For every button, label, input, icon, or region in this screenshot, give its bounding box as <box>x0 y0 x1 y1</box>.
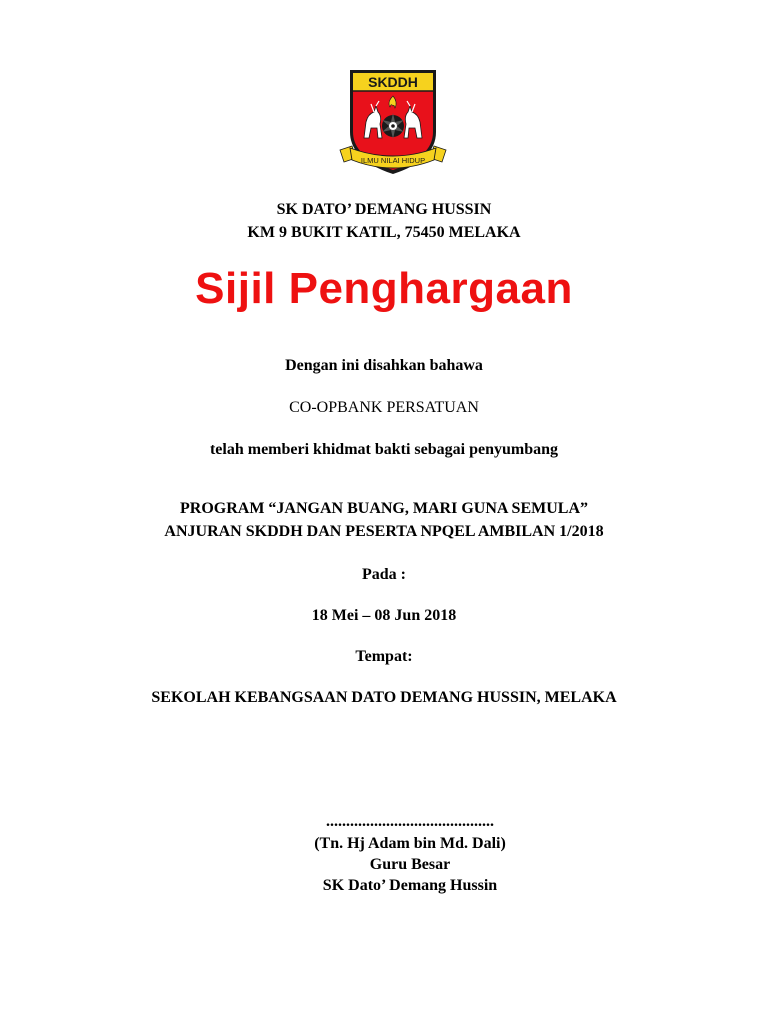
school-name: SK DATO’ DEMANG HUSSIN <box>276 201 492 218</box>
program-line-1: PROGRAM “JANGAN BUANG, MARI GUNA SEMULA” <box>180 500 588 517</box>
date-label: Pada : <box>362 566 406 583</box>
signature-line: .......................................... <box>326 813 494 830</box>
school-crest-logo <box>338 66 448 176</box>
certificate-title: Sijil Penghargaan <box>195 264 573 313</box>
date-value: 18 Mei – 08 Jun 2018 <box>311 607 457 624</box>
school-address: KM 9 BUKIT KATIL, 75450 MELAKA <box>247 224 521 241</box>
certify-line: Dengan ini disahkan bahawa <box>285 357 483 374</box>
crest-banner-text: ILMU NILAI HIDUP <box>360 156 426 165</box>
venue-value: SEKOLAH KEBANGSAAN DATO DEMANG HUSSIN, MELAKA <box>151 689 617 706</box>
program-line-2: ANJURAN SKDDH DAN PESERTA NPQEL AMBILAN 1/2018 <box>164 523 604 540</box>
signatory-name: (Tn. Hj Adam bin Md. Dali) <box>314 835 506 852</box>
recipient-name: CO-OPBANK PERSATUAN <box>289 399 479 416</box>
service-line: telah memberi khidmat bakti sebagai penyumbang <box>209 441 559 458</box>
signatory-position: Guru Besar <box>369 856 451 873</box>
signatory-school: SK Dato’ Demang Hussin <box>322 877 498 894</box>
venue-label: Tempat: <box>355 648 413 665</box>
crest-shield-text: SKDDH <box>368 74 418 90</box>
